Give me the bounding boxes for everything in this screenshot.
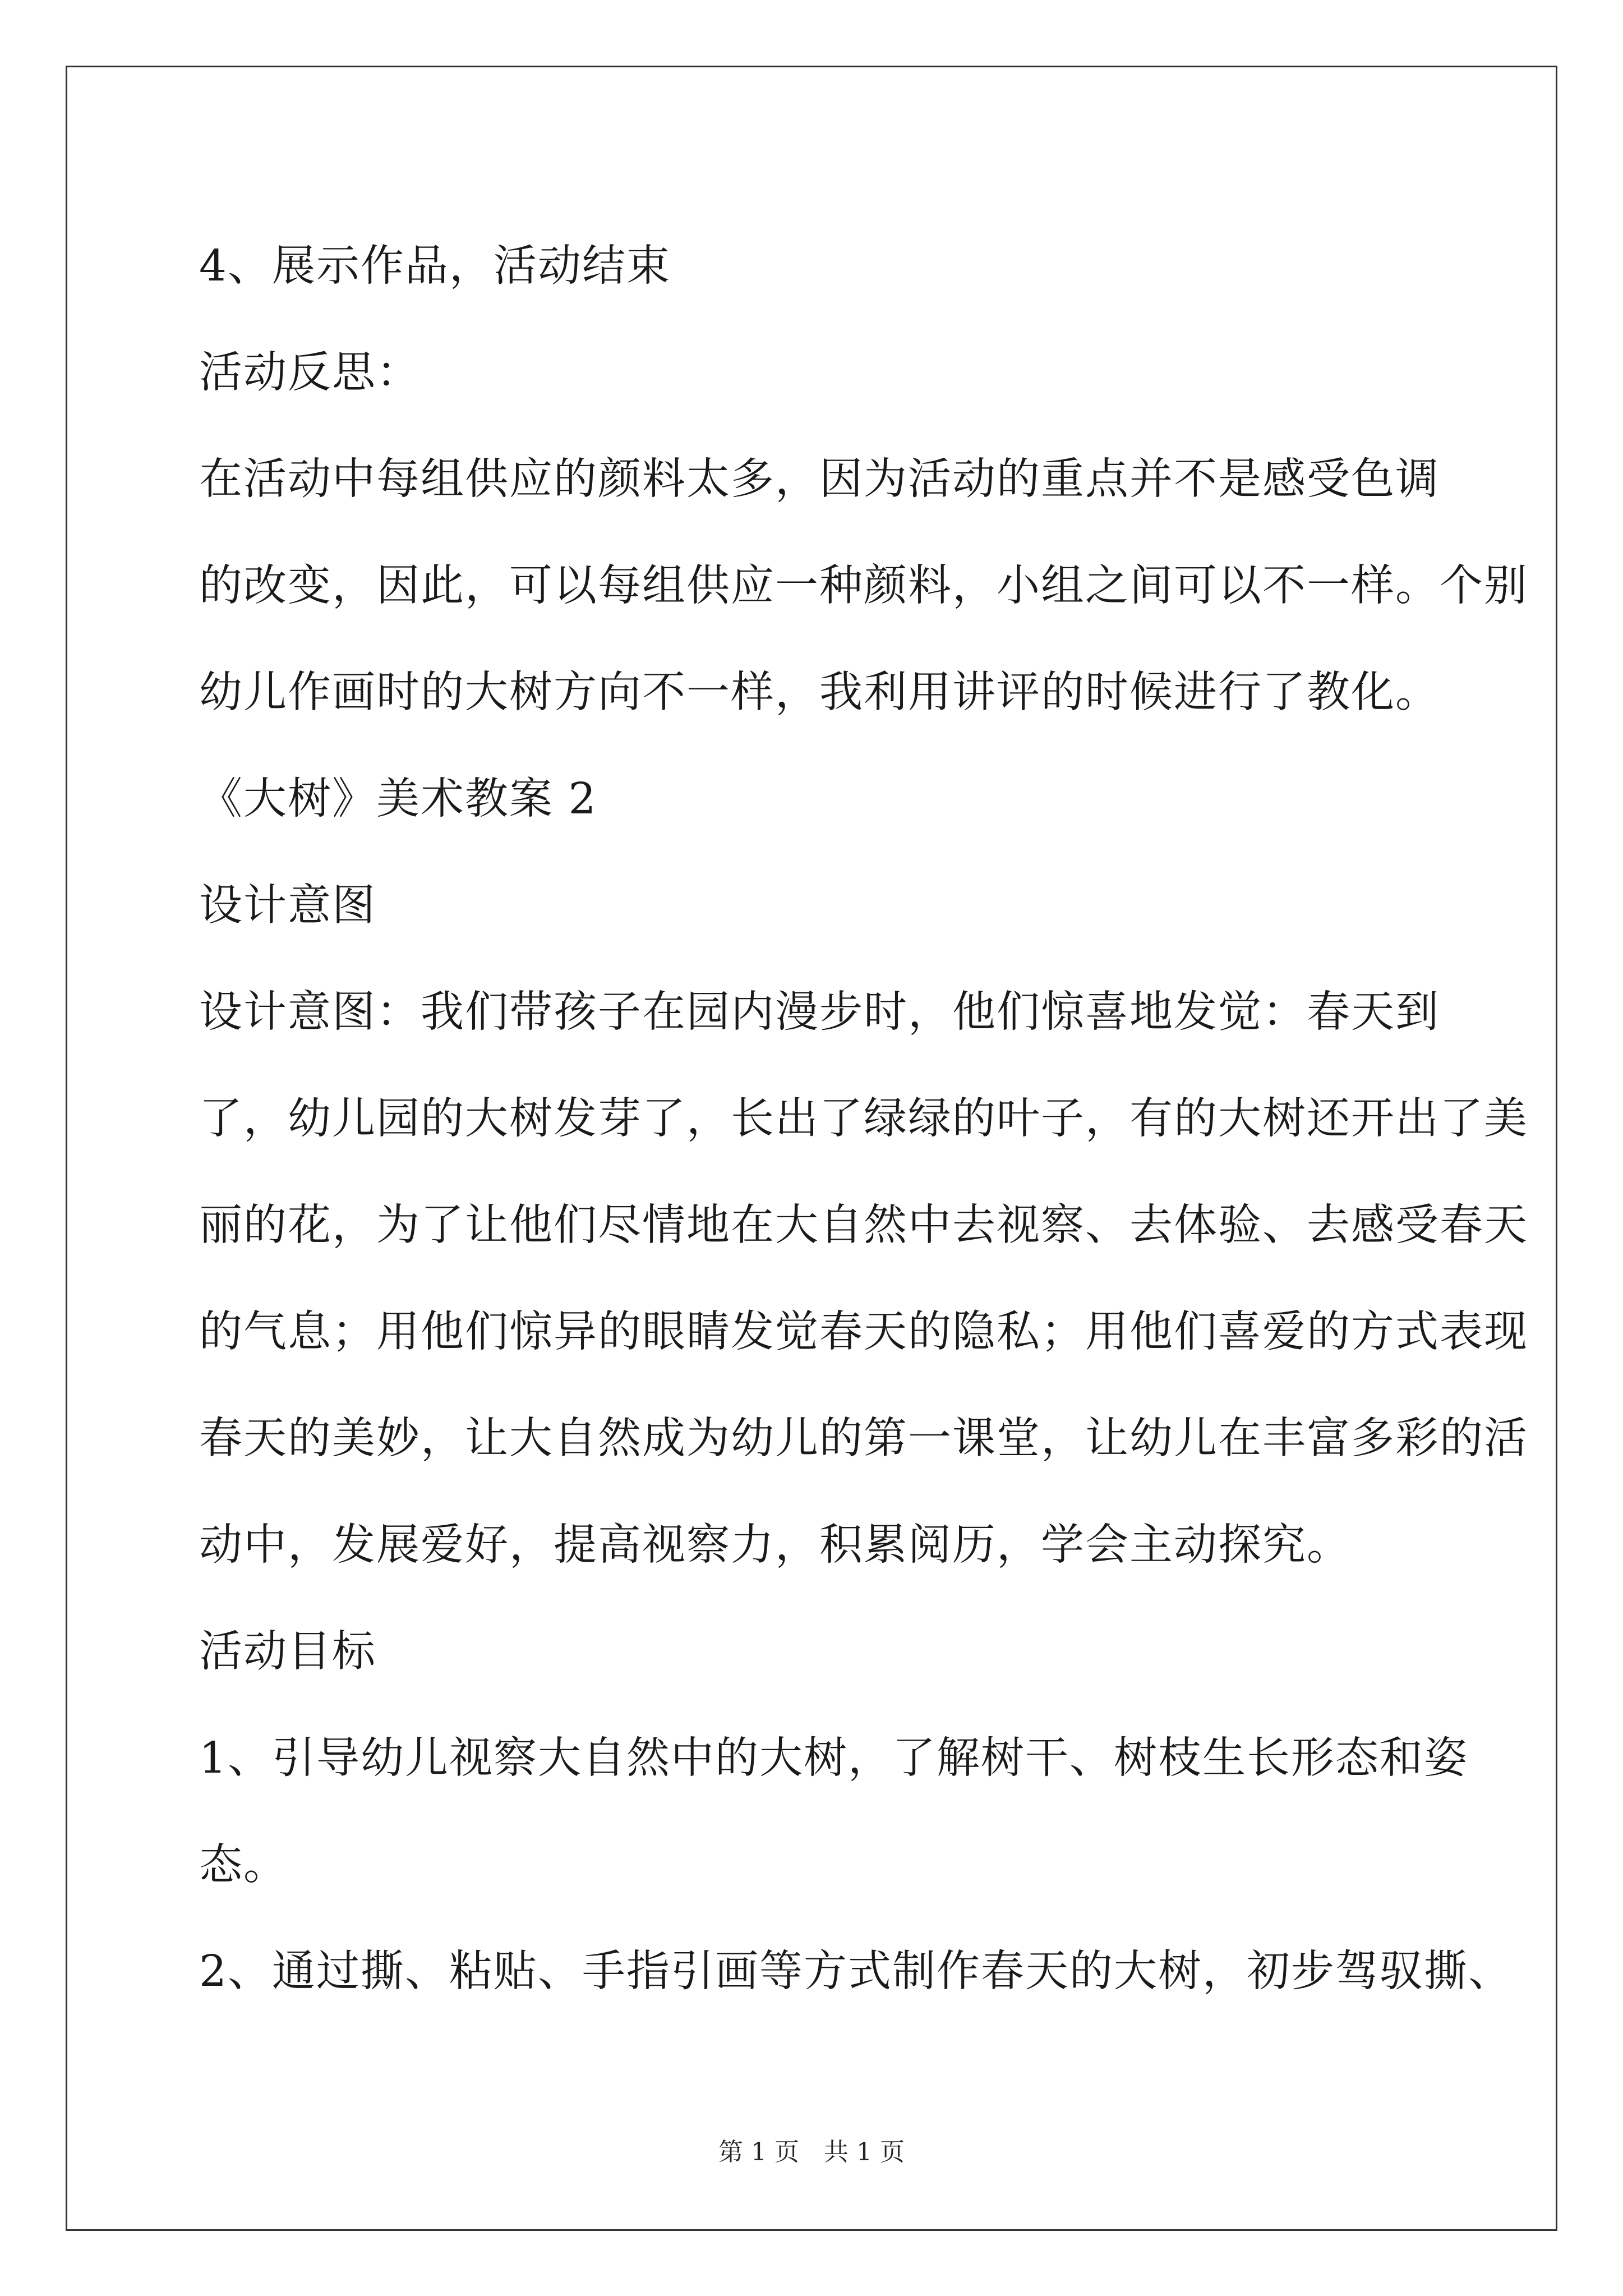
paragraph-5 bbox=[199, 853, 1433, 959]
text-line: 动中，发展爱好，提高视察力，积累阅历，学会主动探究。 bbox=[199, 1520, 1351, 1570]
text-line: 的气息；用他们惊异的眼睛发觉春天的隐私；用他们喜爱的方式表现 bbox=[199, 1307, 1528, 1357]
text-line: 设计意图 bbox=[199, 881, 376, 931]
text-line: 丽的花，为了让他们尽情地在大自然中去视察、去体验、去感受春天 bbox=[199, 1200, 1528, 1250]
paragraph-6 bbox=[199, 959, 1528, 1599]
document-body bbox=[199, 213, 1528, 2025]
paragraph-8 bbox=[199, 1705, 1468, 1918]
text-line: 春天的美妙，让大自然成为幼儿的第一课堂，让幼儿在丰富多彩的活 bbox=[199, 1414, 1528, 1464]
text-line: 态。 bbox=[199, 1840, 288, 1890]
paragraph-9 bbox=[199, 1918, 1513, 2025]
text-line: 1、引导幼儿视察大自然中的大树，了解树干、树枝生长形态和姿 bbox=[199, 1733, 1468, 1783]
text-line: 幼儿作画时的大树方向不一样，我利用讲评的时候进行了教化。 bbox=[199, 668, 1440, 717]
text-line: 4、展示作品，活动结束 bbox=[199, 241, 671, 291]
paragraph-3 bbox=[199, 426, 1528, 746]
text-line: 的改变，因此，可以每组供应一种颜料，小组之间可以不一样。个别 bbox=[199, 561, 1528, 611]
text-line: 活动目标 bbox=[199, 1627, 376, 1677]
text-line: 在活动中每组供应的颜料太多，因为活动的重点并不是感受色调 bbox=[199, 454, 1440, 504]
heading-text: 《大树》美术教案 2 bbox=[199, 774, 597, 824]
page-footer bbox=[0, 2132, 1623, 2168]
text-line: 活动反思： bbox=[199, 348, 421, 398]
paragraph-1 bbox=[199, 213, 1433, 320]
text-line: 设计意图：我们带孩子在园内漫步时，他们惊喜地发觉：春天到 bbox=[199, 987, 1440, 1037]
text-line: 2、通过撕、粘贴、手指引画等方式制作春天的大树，初步驾驭撕、 bbox=[199, 1947, 1513, 1996]
paragraph-7 bbox=[199, 1599, 1433, 1705]
section-heading bbox=[199, 746, 1433, 853]
page-number-text: 第 1 页 共 1 页 bbox=[718, 2138, 905, 2166]
paragraph-2 bbox=[199, 320, 1433, 426]
text-line: 了，幼儿园的大树发芽了，长出了绿绿的叶子，有的大树还开出了美 bbox=[199, 1094, 1528, 1144]
